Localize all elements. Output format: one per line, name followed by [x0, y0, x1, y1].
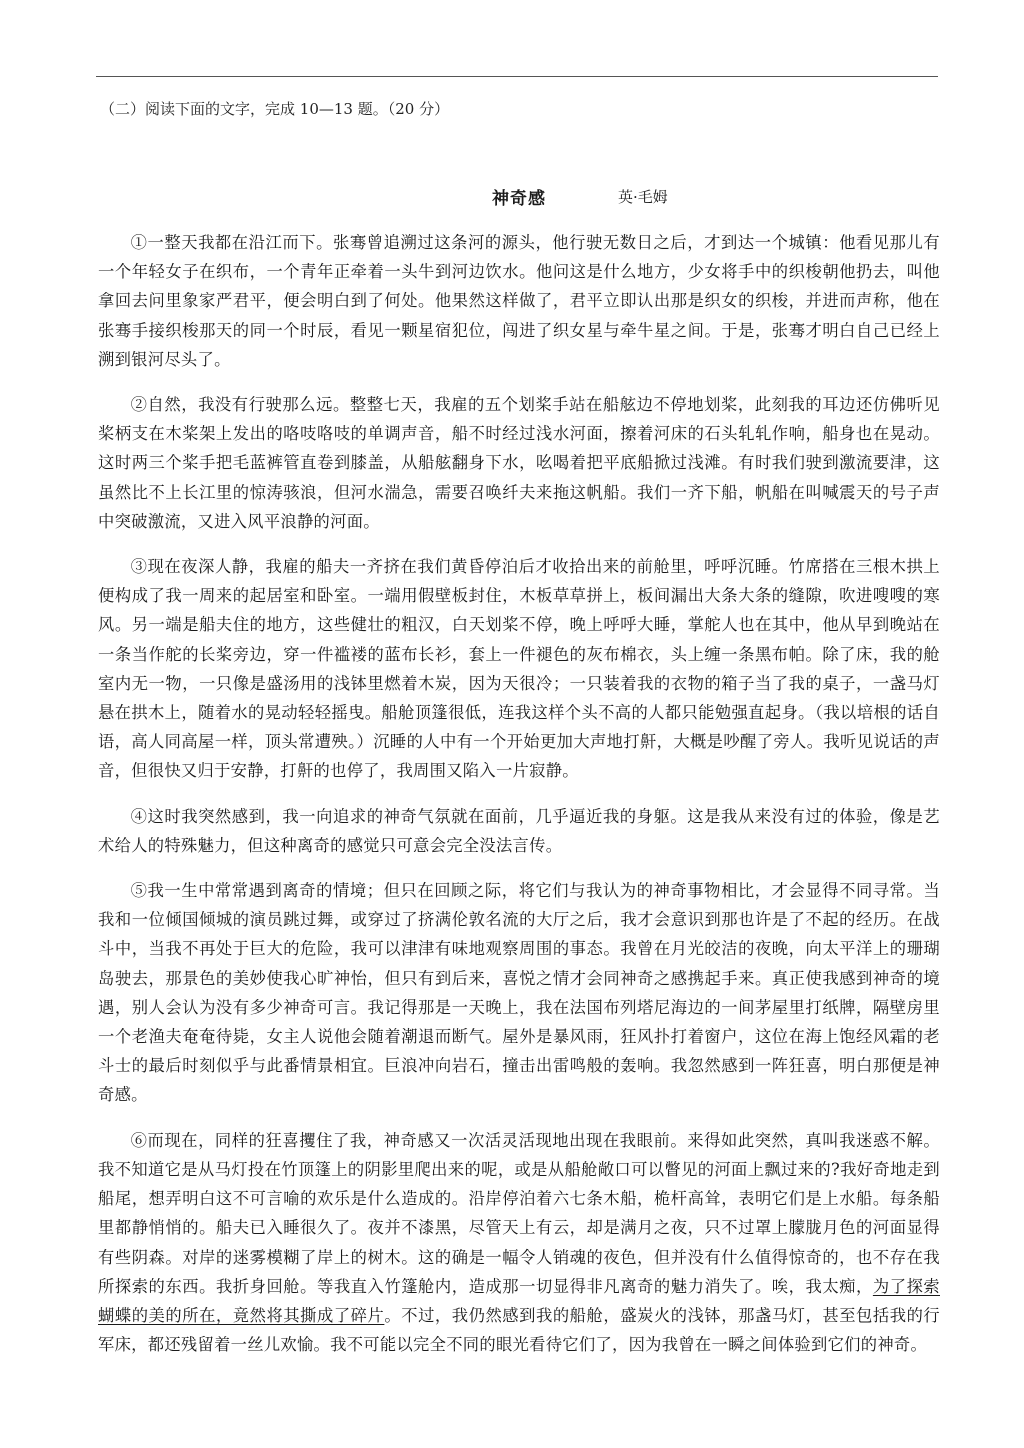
paragraph-5: ⑤我一生中常常遇到离奇的情境；但只在回顾之际，将它们与我认为的神奇事物相比，才会显得不同寻常。当我和一位倾国倾城的演员跳过舞，或穿过了挤满伦敦名流的大厅之后，我才会意识到那也许是了不起的经历。在战斗中，当我不再处于巨大的危险，我可以津津有味地观察周围的事态。我曾在月光皎洁的夜晚，向太平洋上的珊瑚岛驶去，那景色的美妙使我心旷神怡，但只有到后来，喜悦之情才会同神奇之感携起手来。真正使我感到神奇的境遇，别人会认为没有多少神奇可言。我记得那是一天晚上，我在法国布列塔尼海边的一间茅屋里打纸牌，隔壁房里一个老渔夫奄奄待毙，女主人说他会随着潮退而断气。屋外是暴风雨，狂风扑打着窗户，这位在海上饱经风霜的老斗士的最后时刻似乎与此番情景相宜。巨浪冲向岩石，撞击出雷鸣般的轰响。我忽然感到一阵狂喜，明白那便是神奇感。: [98, 881, 940, 1105]
section-heading: （二）阅读下面的文字，完成 10—13 题。（20 分）: [100, 100, 450, 118]
paragraph-6: [98, 1126, 940, 1360]
paragraph-6-text-after: 。不过，我仍然感到我的船舱，盛炭火的浅钵，那盏马灯，甚至包括我的行军床，都还残留着一丝儿欢愉。我不可能以完全不同的眼光看待它们了，因为我曾在一瞬之间体验到它们的神奇。: [98, 1305, 940, 1355]
paragraph-3: ③现在夜深人静，我雇的船夫一齐挤在我们黄昏停泊后才收拾出来的前舱里，呼呼沉睡。竹席搭在三根木拱上便构成了我一周来的起居室和卧室。一端用假壁板封住，木板草草拼上，板间漏出大条大条的缝隙，吹进嗖嗖的寒风。另一端是船夫住的地方，这些健壮的粗汉，白天划桨不停，晚上呼呼大睡，掌舵人也在其中，他从早到晚站在一条当作舵的长桨旁边，穿一件褴褛的蓝布长衫，套上一件褪色的灰布棉衣，头上缠一条黑布帕。除了床，我的舱室内无一物，一只像是盛汤用的浅钵里燃着木炭，因为天很冷；一只装着我的衣物的箱子当了我的桌子，一盏马灯悬在拱木上，随着水的晃动轻轻摇曳。船舱顶篷很低，连我这样个头不高的人都只能勉强直起身。（我以培根的话自语，高人同高屋一样，顶头常遭殃。）沉睡的人中有一个开始更加大声地打鼾，大概是吵醒了旁人。我听见说话的声音，但很快又归于安静，打鼾的也停了，我周围又陷入一片寂静。: [98, 557, 940, 781]
paragraph-1: ①一整天我都在沿江而下。张骞曾追溯过这条河的源头，他行驶无数日之后，才到达一个城镇：他看见那儿有一个年轻女子在织布，一个青年正牵着一头牛到河边饮水。他问这是什么地方，少女将手中的织梭朝他扔去，叫他拿回去问里象家严君平，便会明白到了何处。他果然这样做了，君平立即认出那是织女的织梭，并进而声称，他在张骞手接织梭那天的同一个时辰，看见一颗星宿犯位，闯进了织女星与牵牛星之间。于是，张骞才明白自己已经上溯到银河尽头了。: [98, 233, 940, 369]
paragraph-6-text-before: ⑥而现在，同样的狂喜攫住了我，神奇感又一次活灵活现地出现在我眼前。来得如此突然，真叫我迷惑不解。我不知道它是从马灯投在竹顶篷上的阴影里爬出来的呢，或是从船舱敞口可以瞥见的河面上飘过来的?我好奇地走到船尾，想弄明白这不可言喻的欢乐是什么造成的。沿岸停泊着六七条木船，桅杆高耸，表明它们是上水船。每条船里都静悄悄的。船夫已入睡很久了。夜并不漆黑，尽管天上有云，却是满月之夜，只不过罩上朦胧月色的河面显得有些阴森。对岸的迷雾模糊了岸上的树木。这的确是一幅令人销魂的夜色，但并没有什么值得惊奇的，也不存在我所探索的东西。我折身回舱。等我直入竹篷舱内，造成那一切显得非凡离奇的魅力消失了。唉，我太痴，: [98, 1130, 940, 1296]
article-body: [98, 228, 940, 1375]
paragraph-2: ②自然，我没有行驶那么远。整整七天，我雇的五个划桨手站在船舷边不停地划桨，此刻我的耳边还仿佛听见桨柄支在木桨架上发出的咯吱咯吱的单调声音，船不时经过浅水河面，擦着河床的石头轧轧作响，船身也在晃动。这时两三个桨手把毛蓝裤管直卷到膝盖，从船舷翻身下水，吆喝着把平底船掀过浅滩。有时我们驶到激流要津，这虽然比不上长江里的惊涛骇浪，但河水湍急，需要召唤纤夫来拖这帆船。我们一齐下船，帆船在叫喊震天的号子声中突破激流，又进入风平浪静的河面。: [98, 395, 940, 531]
paragraph-4: ④这时我突然感到，我一向追求的神奇气氛就在面前，几乎逼近我的身躯。这是我从来没有过的体验，像是艺术给人的特殊魅力，但这种离奇的感觉只可意会完全没法言传。: [98, 806, 940, 855]
article-author: 英·毛姆: [618, 188, 668, 206]
article-title: 神奇感: [492, 189, 546, 209]
underlined-sentence: 为了探索蝴蝶的美的所在，竟然将其撕成了碎片: [98, 1276, 940, 1325]
article-header: [0, 184, 1024, 214]
top-divider: [96, 76, 938, 77]
